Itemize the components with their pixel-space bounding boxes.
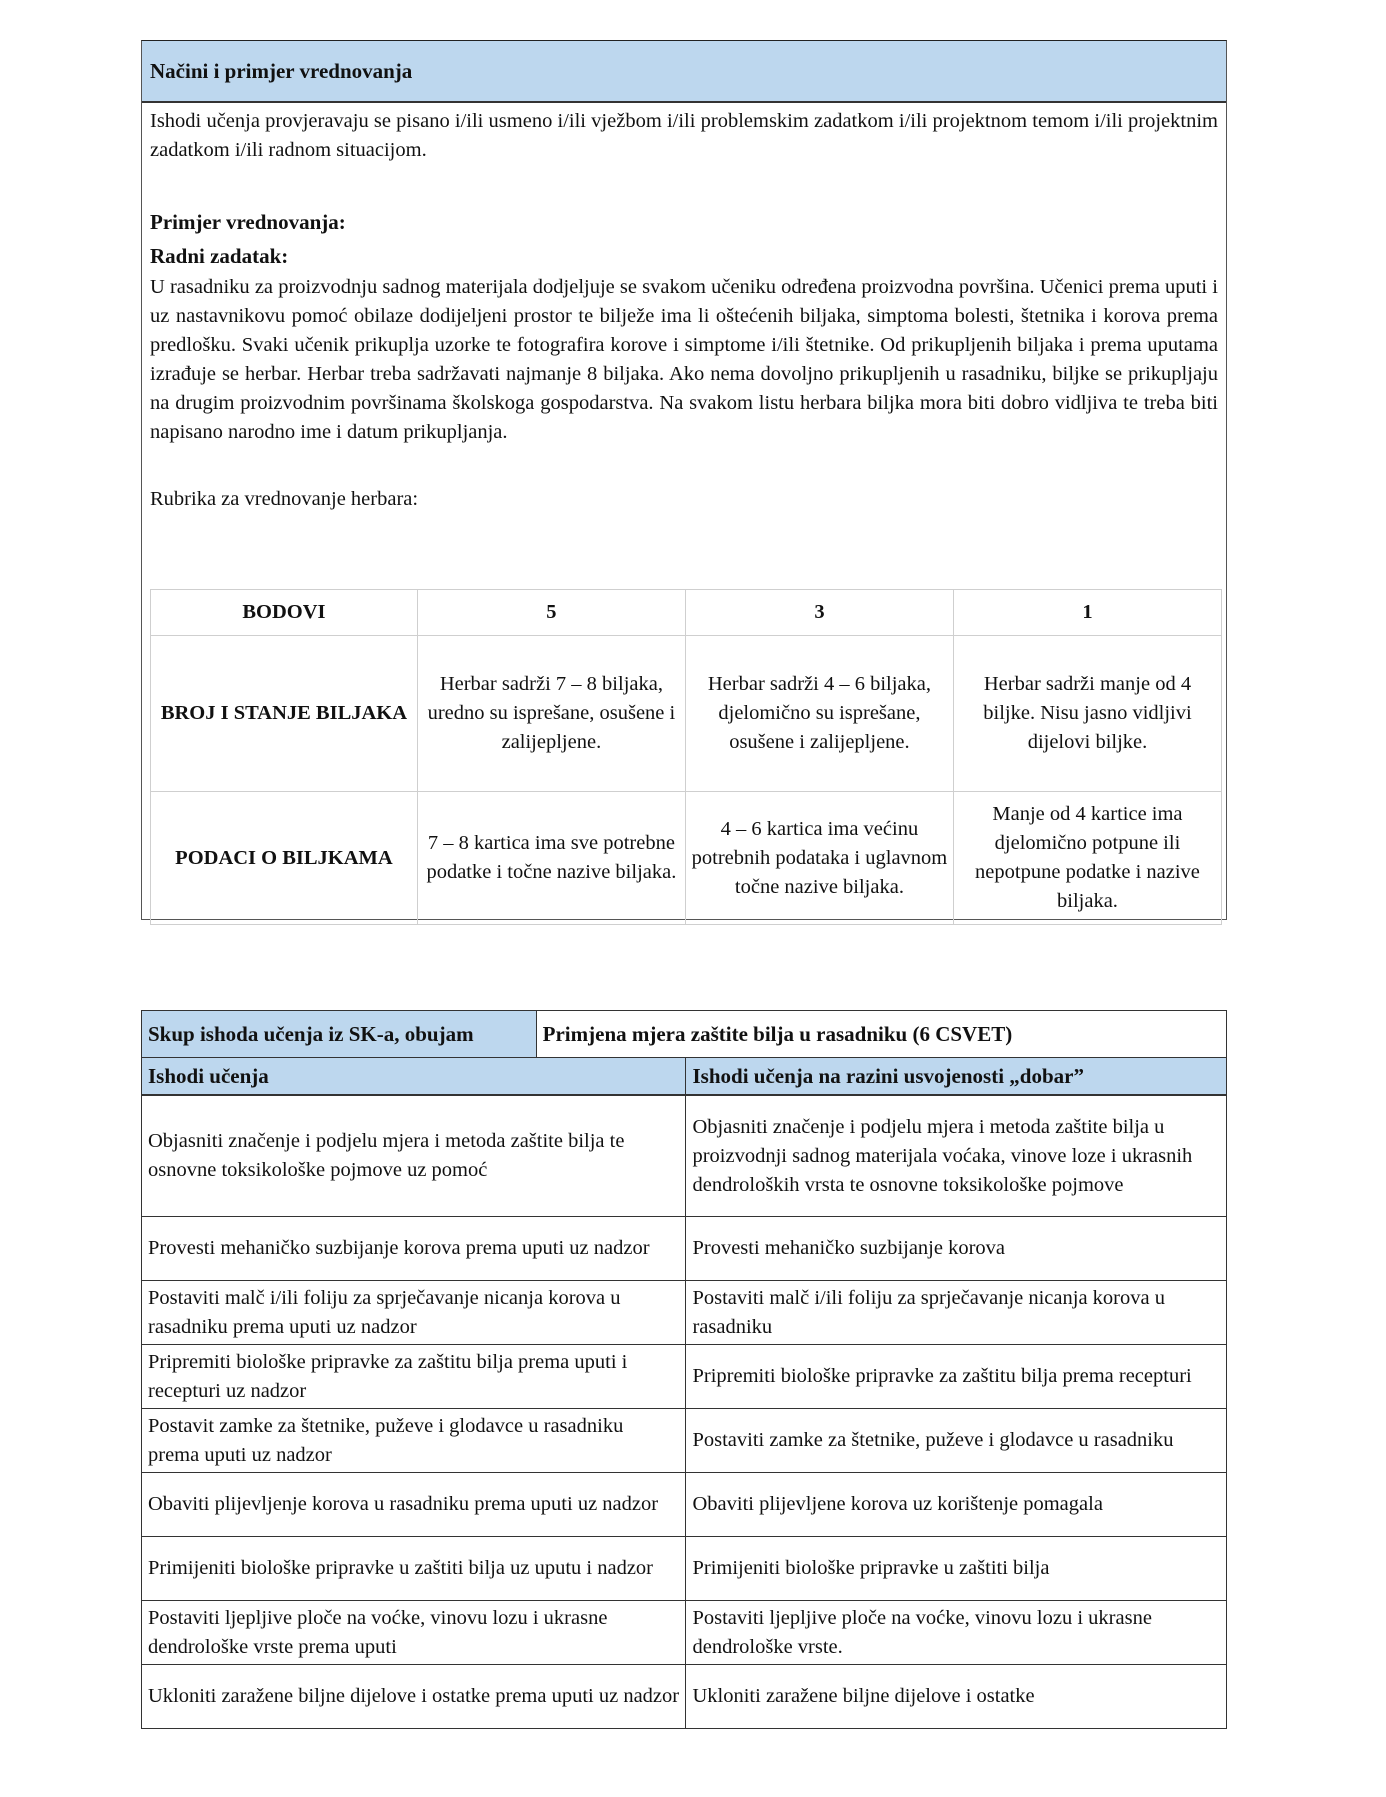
task-heading: Radni zadatak: xyxy=(150,244,289,268)
good-level-cell: Postaviti ljepljive ploče na voćke, vinovu lozu i ukrasne dendrološke vrste. xyxy=(686,1601,1227,1665)
good-level-cell: Obaviti plijevljene korova uz korištenje pomagala xyxy=(686,1473,1227,1537)
rubric-header-cell: BODOVI xyxy=(151,590,418,636)
good-level-cell: Primijeniti biološke pripravke u zaštiti bilja xyxy=(686,1537,1227,1601)
outcome-cell: Provesti mehaničko suzbijanje korova prema uputi uz nadzor xyxy=(142,1217,686,1281)
table-row xyxy=(142,1601,1227,1665)
rubric-cell: Herbar sadrži manje od 4 biljke. Nisu jasno vidljivi dijelovi biljke. xyxy=(953,636,1221,792)
table-row xyxy=(142,1537,1227,1601)
rubric-row xyxy=(151,636,1222,792)
rubric-criterion: PODACI O BILJKAMA xyxy=(151,792,418,925)
rubric-header-cell: 3 xyxy=(685,590,953,636)
rubric-header-row xyxy=(151,590,1222,636)
rubric-cell: Manje od 4 kartice ima djelomično potpune ili nepotpune podatke i nazive biljaka. xyxy=(953,792,1221,925)
table-row xyxy=(142,1095,1227,1217)
good-level-cell: Ukloniti zaražene biljne dijelove i ostatke xyxy=(686,1665,1227,1729)
section-body xyxy=(142,103,1226,514)
rubric-header-cell: 1 xyxy=(953,590,1221,636)
column-header-good-level: Ishodi učenja na razini usvojenosti „dobar” xyxy=(686,1058,1227,1096)
intro-paragraph: Ishodi učenja provjeravaju se pisano i/ili usmeno i/ili vježbom i/ili problemskim zadatkom i/ili projektnom temom i/ili projektnim zadatkom i/ili radnom situacijom. xyxy=(150,110,1218,161)
outcome-set-value: Primjena mjera zaštite bilja u rasadniku (6 CSVET) xyxy=(536,1011,1226,1058)
rubric-label: Rubrika za vrednovanje herbara: xyxy=(150,488,419,510)
table-row xyxy=(142,1409,1227,1473)
outcome-cell: Postaviti ljepljive ploče na voćke, vinovu lozu i ukrasne dendrološke vrste prema uputi xyxy=(142,1601,686,1665)
table-row xyxy=(142,1665,1227,1729)
good-level-cell: Pripremiti biološke pripravke za zaštitu bilja prema recepturi xyxy=(686,1345,1227,1409)
outcome-set-label: Skup ishoda učenja iz SK-a, obujam xyxy=(142,1011,537,1058)
table-row xyxy=(142,1473,1227,1537)
evaluation-section xyxy=(141,40,1227,920)
rubric-cell: 4 – 6 kartica ima većinu potrebnih podataka i uglavnom točne nazive biljaka. xyxy=(685,792,953,925)
rubric-cell: Herbar sadrži 7 – 8 biljaka, uredno su isprešane, osušene i zalijepljene. xyxy=(417,636,685,792)
outcome-cell: Obaviti plijevljenje korova u rasadniku prema uputi uz nadzor xyxy=(142,1473,686,1537)
rubric-table xyxy=(150,589,1222,925)
rubric-cell: 7 – 8 kartica ima sve potrebne podatke i točne nazive biljaka. xyxy=(417,792,685,925)
outcome-cell: Postaviti malč i/ili foliju za sprječavanje nicanja korova u rasadniku prema uputi uz nadzor xyxy=(142,1281,686,1345)
outcome-set-row xyxy=(142,1011,1227,1058)
good-level-cell: Objasniti značenje i podjelu mjera i metoda zaštite bilja u proizvodnji sadnog materijala voćaka, vinove loze i ukrasnih dendroloških vrsta te osnovne toksikološke pojmove xyxy=(686,1095,1227,1217)
table-row xyxy=(142,1345,1227,1409)
outcome-cell: Pripremiti biološke pripravke za zaštitu bilja prema uputi i recepturi uz nadzor xyxy=(142,1345,686,1409)
example-heading: Primjer vrednovanja: xyxy=(150,210,346,234)
outcome-cell: Objasniti značenje i podjelu mjera i metoda zaštite bilja te osnovne toksikološke pojmove uz pomoć xyxy=(142,1095,686,1217)
column-header-row xyxy=(142,1058,1227,1096)
section-header: Načini i primjer vrednovanja xyxy=(142,41,1226,103)
outcome-cell: Postavit zamke za štetnike, puževe i glodavce u rasadniku prema uputi uz nadzor xyxy=(142,1409,686,1473)
learning-outcomes-table xyxy=(141,1010,1227,1729)
column-header-outcomes: Ishodi učenja xyxy=(142,1058,686,1096)
good-level-cell: Provesti mehaničko suzbijanje korova xyxy=(686,1217,1227,1281)
rubric-row xyxy=(151,792,1222,925)
rubric-header-cell: 5 xyxy=(417,590,685,636)
outcome-cell: Primijeniti biološke pripravke u zaštiti bilja uz uputu i nadzor xyxy=(142,1537,686,1601)
rubric-criterion: BROJ I STANJE BILJAKA xyxy=(151,636,418,792)
table-row xyxy=(142,1281,1227,1345)
task-paragraph: U rasadniku za proizvodnju sadnog materijala dodjeljuje se svakom učeniku određena proizvodna površina. Učenici prema uputi i uz nastavnikovu pomoć obilaze dodijeljeni prostor te bilježe ima li oštećenih biljaka, simptoma bolesti, štetnika i korova prema predlošku. Svaki učenik prikuplja uzorke te fotografira korove i simptome i/ili štetnike. Od prikupljenih biljaka i prema uputama izrađuje se herbar. Herbar treba sadržavati najmanje 8 biljaka. Ako nema dovoljno prikupljenih u rasadniku, biljke se prikupljaju na drugim proizvodnim površinama školskoga gospodarstva. Na svakom listu herbara biljka mora biti dobro vidljiva te treba biti napisano narodno ime i datum prikupljanja. xyxy=(150,276,1218,443)
good-level-cell: Postaviti malč i/ili foliju za sprječavanje nicanja korova u rasadniku xyxy=(686,1281,1227,1345)
table-row xyxy=(142,1217,1227,1281)
outcome-cell: Ukloniti zaražene biljne dijelove i ostatke prema uputi uz nadzor xyxy=(142,1665,686,1729)
good-level-cell: Postaviti zamke za štetnike, puževe i glodavce u rasadniku xyxy=(686,1409,1227,1473)
rubric-cell: Herbar sadrži 4 – 6 biljaka, djelomično su isprešane, osušene i zalijepljene. xyxy=(685,636,953,792)
